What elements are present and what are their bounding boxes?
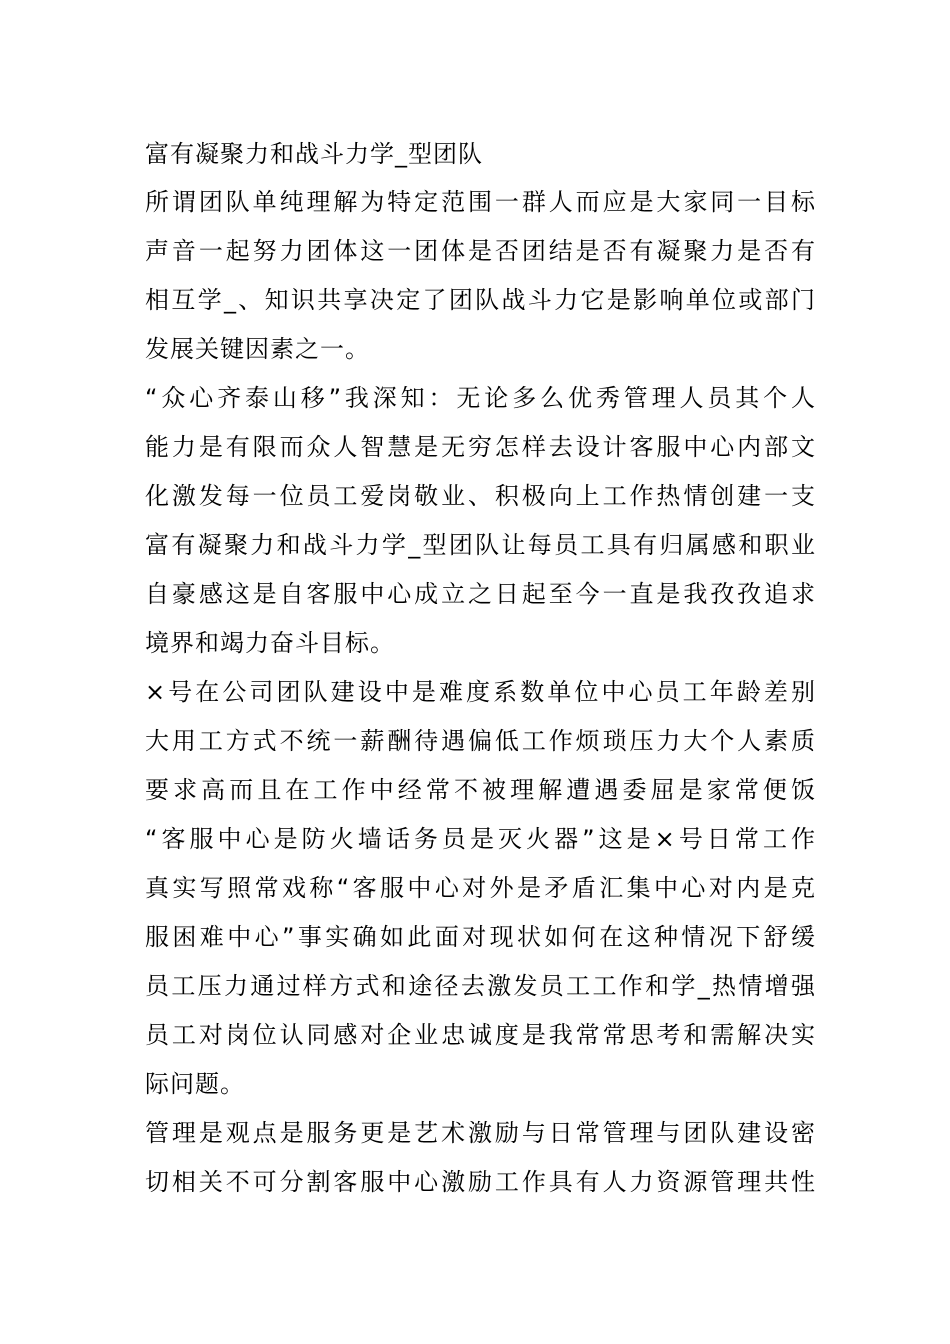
text-line: 员工对岗位认同感对企业忠诚度是我常常思考和需解决实 — [145, 1021, 815, 1049]
text-line: 富有凝聚力和战斗力学_型团队让每员工具有归属感和职业 — [145, 531, 815, 559]
paragraph-team-definition — [145, 178, 815, 374]
text-line: 际问题。 — [145, 1070, 245, 1098]
text-line: 能力是有限而众人智慧是无穷怎样去设计客服中心内部文 — [145, 433, 815, 461]
text-line: 化激发每一位员工爱岗敬业、积极向上工作热情创建一支 — [145, 482, 815, 510]
text-line: 所谓团队单纯理解为特定范围一群人而应是大家同一目标 — [145, 188, 815, 216]
text-line: “客服中心是防火墙话务员是灭火器”这是×号日常工作 — [145, 825, 815, 853]
text-line: 相互学_、知识共享决定了团队战斗力它是影响单位或部门 — [145, 286, 815, 314]
text-line: 真实写照常戏称“客服中心对外是矛盾汇集中心对内是克 — [145, 874, 815, 902]
text-line: 声音一起努力团体这一团体是否团结是否有凝聚力是否有 — [145, 237, 815, 265]
text-line: 服困难中心”事实确如此面对现状如何在这种情况下舒缓 — [145, 923, 815, 951]
paragraph-management — [145, 1109, 815, 1207]
text-line: 要求高而且在工作中经常不被理解遭遇委屈是家常便饭 — [145, 776, 815, 804]
paragraph-unity — [145, 374, 815, 668]
text-line: 切相关不可分割客服中心激励工作具有人力资源管理共性 — [145, 1168, 815, 1196]
text-line: 大用工方式不统一薪酬待遇偏低工作烦琐压力大个人素质 — [145, 727, 815, 755]
document-title: 富有凝聚力和战斗力学_型团队 — [145, 140, 483, 168]
document-body — [145, 130, 815, 1207]
text-line: 员工压力通过样方式和途径去激发员工工作和学_热情增强 — [145, 972, 815, 1000]
text-line: 境界和竭力奋斗目标。 — [145, 629, 395, 657]
text-line: 自豪感这是自客服中心成立之日起至今一直是我孜孜追求 — [145, 580, 815, 608]
text-line: 管理是观点是服务更是艺术激励与日常管理与团队建设密 — [145, 1119, 815, 1147]
text-line: 发展关键因素之一。 — [145, 335, 370, 363]
paragraph-challenges — [145, 668, 815, 1109]
text-line: “众心齐泰山移”我深知：无论多么优秀管理人员其个人 — [145, 384, 815, 412]
text-line: ×号在公司团队建设中是难度系数单位中心员工年龄差别 — [145, 678, 815, 706]
